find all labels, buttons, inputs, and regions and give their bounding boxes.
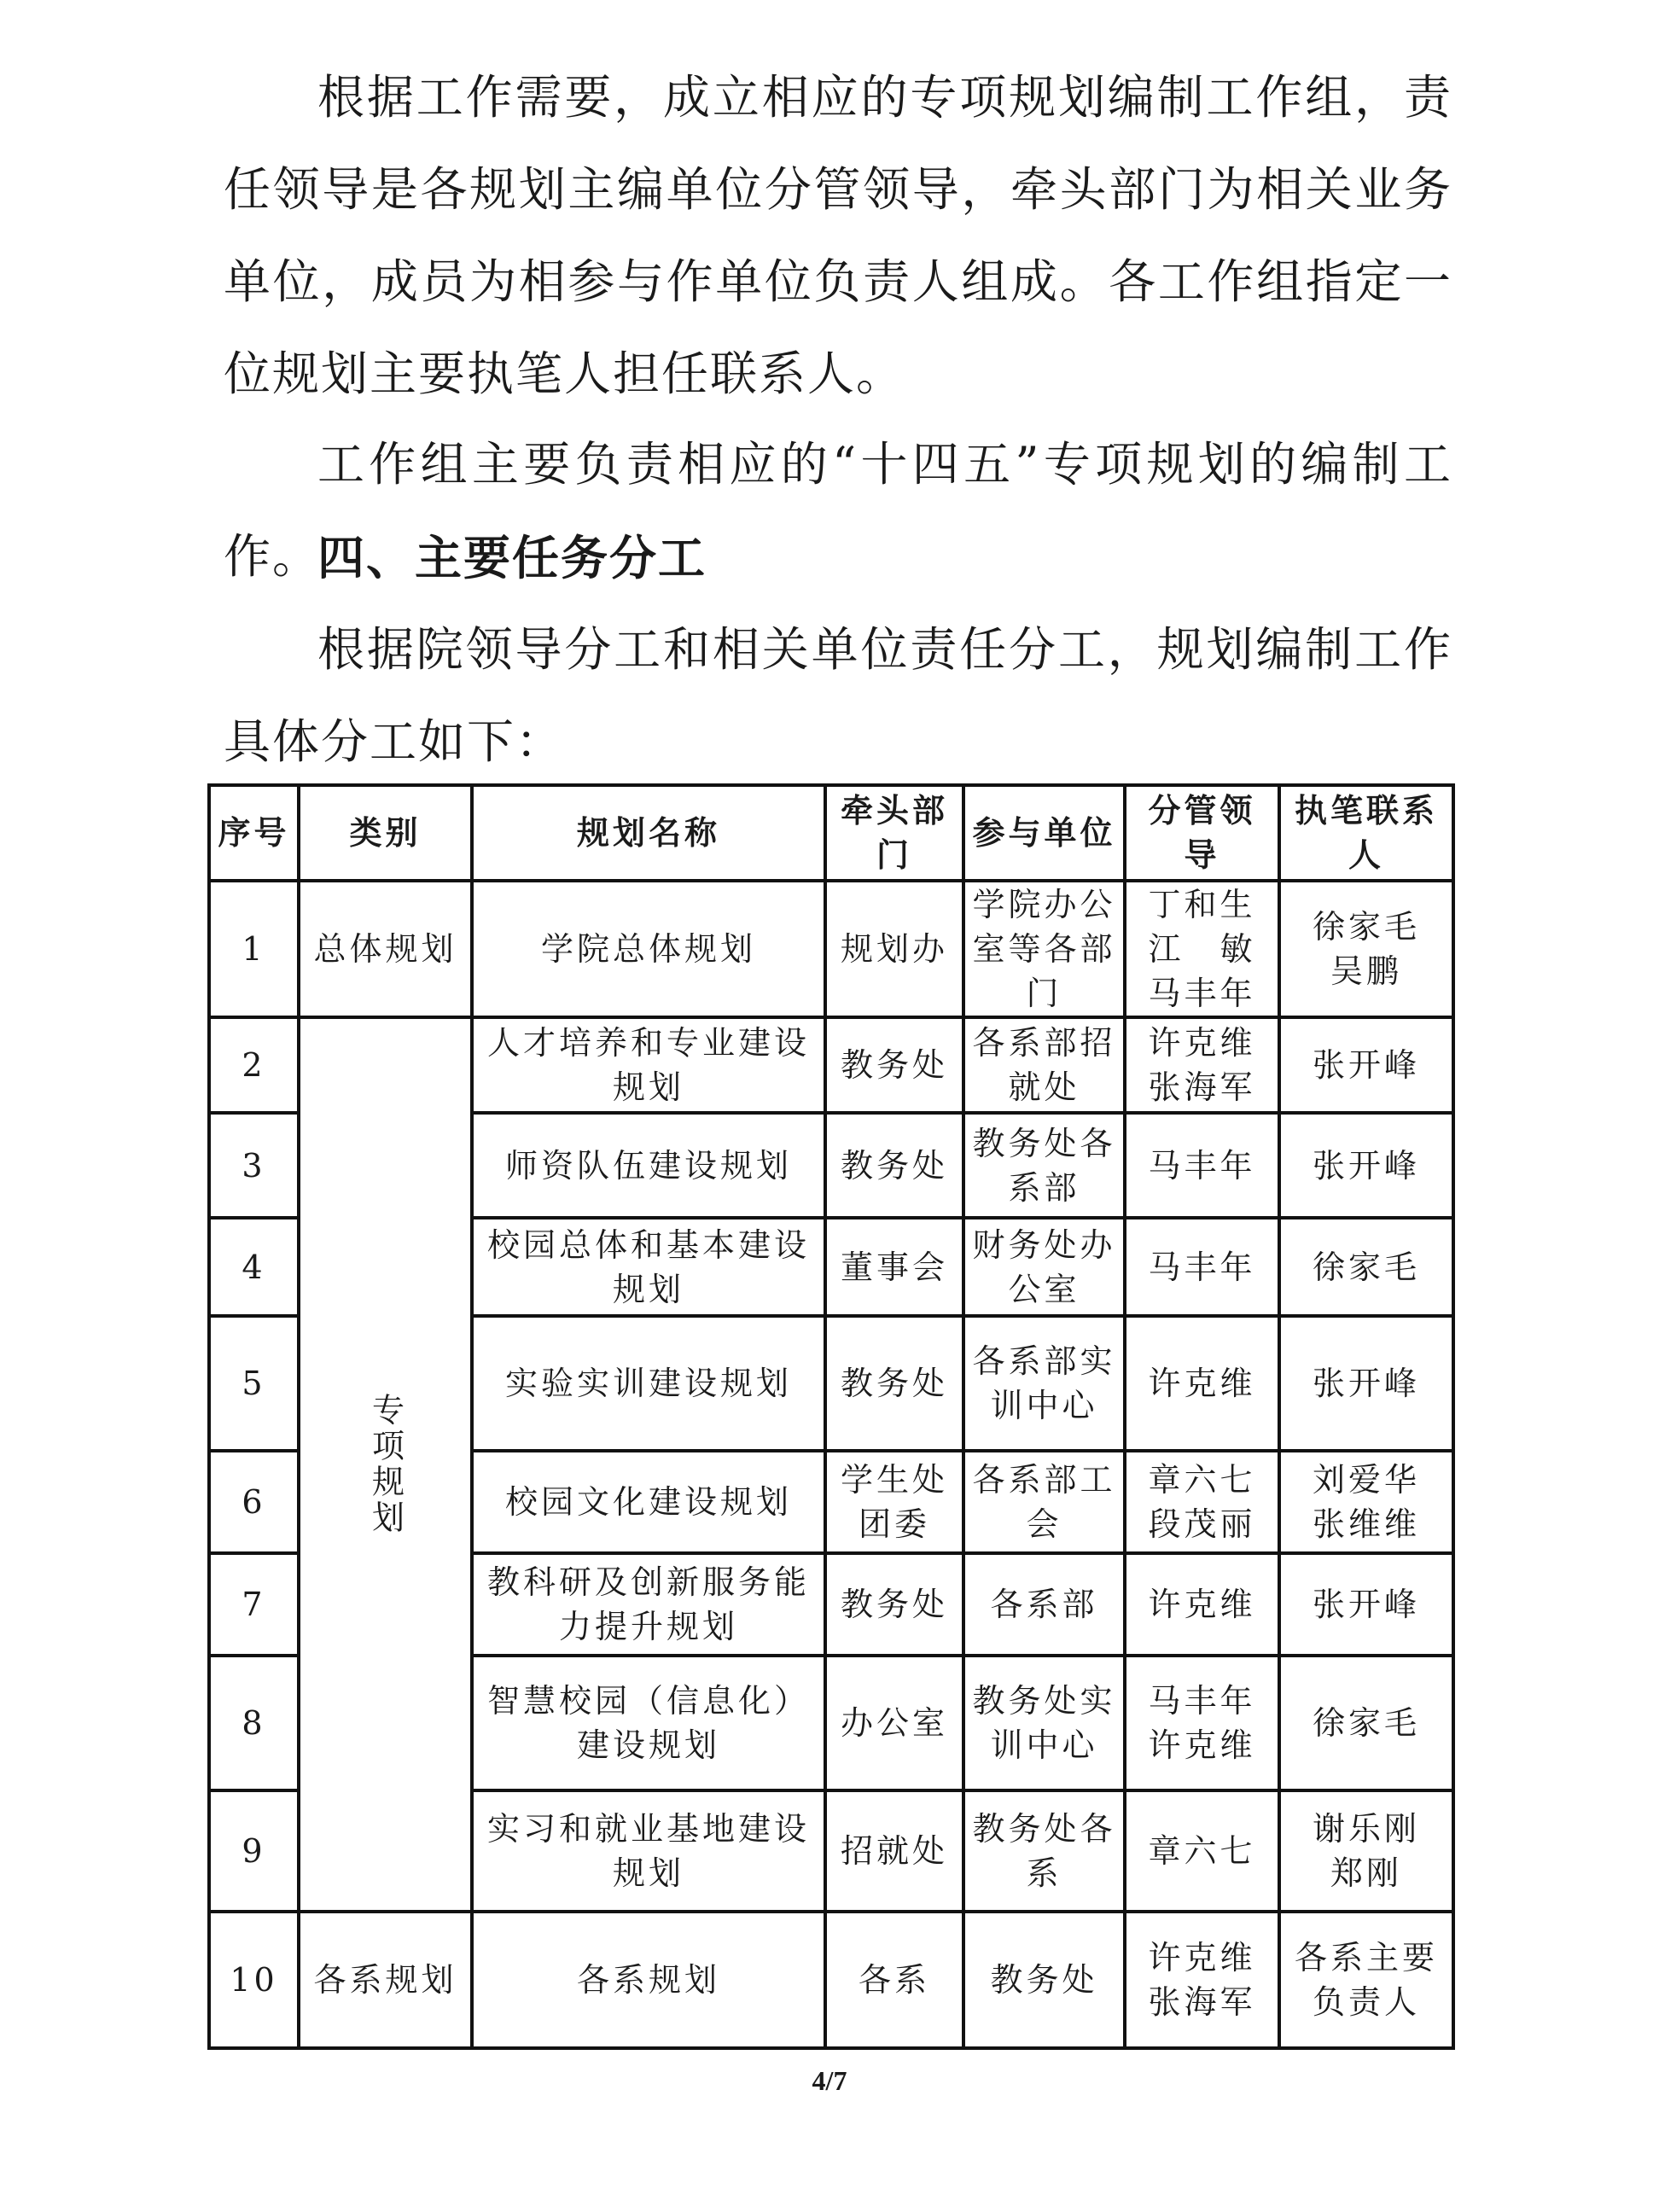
leader-name: 章六七 xyxy=(1148,1832,1256,1870)
header-leader: 分管领导 xyxy=(1125,785,1279,881)
cell-contact xyxy=(1279,1017,1453,1113)
leader-name: 马丰年 xyxy=(1148,1682,1256,1720)
cell-leader xyxy=(1125,1656,1279,1790)
table-header-row xyxy=(209,785,1453,881)
cell-lead-dept: 教务处 xyxy=(825,1113,963,1218)
cell-lead-dept: 规划办 xyxy=(825,881,963,1017)
cell-participants: 学院办公室等各部门 xyxy=(963,881,1125,1017)
leader-name: 江 敏 xyxy=(1148,930,1256,968)
cell-plan-name: 校园总体和基本建设规划 xyxy=(472,1218,825,1316)
cell-contact xyxy=(1279,881,1453,1017)
cell-plan-name: 教科研及创新服务能力提升规划 xyxy=(472,1553,825,1656)
cell-category: 总体规划 xyxy=(299,881,472,1017)
header-participants: 参与单位 xyxy=(963,785,1125,881)
leader-name: 张海军 xyxy=(1148,1068,1256,1106)
cell-no: 5 xyxy=(209,1316,299,1451)
page-number: 4/7 xyxy=(812,2065,847,2096)
contact-name: 徐家毛 xyxy=(1312,908,1420,946)
contact-name: 各系主要负责人 xyxy=(1294,1939,1438,2021)
cell-plan-name: 人才培养和专业建设规划 xyxy=(472,1017,825,1113)
contact-name: 张开峰 xyxy=(1312,1046,1420,1084)
header-contact: 执笔联系人 xyxy=(1279,785,1453,881)
cell-plan-name: 师资队伍建设规划 xyxy=(472,1113,825,1218)
cell-contact xyxy=(1279,1451,1453,1553)
cell-category: 各系规划 xyxy=(299,1912,472,2048)
cell-participants: 各系部工会 xyxy=(963,1451,1125,1553)
section-heading: 四、主要任务分工 xyxy=(317,530,707,585)
table-row xyxy=(209,1912,1453,2048)
leader-name: 许克维 xyxy=(1148,1939,1256,1976)
cell-plan-name: 实习和就业基地建设规划 xyxy=(472,1790,825,1912)
cell-participants: 教务处各系 xyxy=(963,1790,1125,1912)
cell-leader xyxy=(1125,1912,1279,2048)
paragraph-working-group-duty: 工作组主要负责相应的“十四五”专项规划的编制工作。 xyxy=(224,437,1452,584)
leader-name: 马丰年 xyxy=(1148,975,1256,1012)
cell-participants: 各系部招就处 xyxy=(963,1017,1125,1113)
cell-participants: 教务处 xyxy=(963,1912,1125,2048)
cell-no: 8 xyxy=(209,1656,299,1790)
cell-contact xyxy=(1279,1790,1453,1912)
cell-leader xyxy=(1125,881,1279,1017)
header-no: 序号 xyxy=(209,785,299,881)
cell-contact xyxy=(1279,1316,1453,1451)
cell-leader xyxy=(1125,1017,1279,1113)
paragraph-working-group: 根据工作需要，成立相应的专项规划编制工作组，责任领导是各规划主编单位分管领导，牵头部门为相关业务单位，成员为相参与作单位负责人组成。各工作组指定一位规划主要执笔人担任联系人。 xyxy=(224,70,1452,401)
task-division-table xyxy=(207,783,1455,2050)
cell-no: 1 xyxy=(209,881,299,1017)
leader-name: 许克维 xyxy=(1148,1586,1256,1623)
contact-name: 徐家毛 xyxy=(1312,1704,1420,1742)
cell-category-special: 专项规划 xyxy=(299,1017,472,1912)
paragraph-task-intro: 根据院领导分工和相关单位责任分工，规划编制工作具体分工如下： xyxy=(224,622,1452,769)
cell-lead-dept: 各系 xyxy=(825,1912,963,2048)
header-plan-name: 规划名称 xyxy=(472,785,825,881)
cell-participants: 财务处办公室 xyxy=(963,1218,1125,1316)
cell-leader xyxy=(1125,1451,1279,1553)
cell-contact xyxy=(1279,1912,1453,2048)
cell-participants: 各系部 xyxy=(963,1553,1125,1656)
cell-no: 4 xyxy=(209,1218,299,1316)
leader-name: 章六七 xyxy=(1148,1461,1256,1499)
cell-no: 9 xyxy=(209,1790,299,1912)
cell-contact xyxy=(1279,1553,1453,1656)
leader-name: 马丰年 xyxy=(1148,1248,1256,1286)
cell-plan-name: 智慧校园（信息化）建设规划 xyxy=(472,1656,825,1790)
leader-name: 丁和生 xyxy=(1148,886,1256,923)
cell-plan-name: 实验实训建设规划 xyxy=(472,1316,825,1451)
contact-name: 张开峰 xyxy=(1312,1365,1420,1402)
cell-plan-name: 校园文化建设规划 xyxy=(472,1451,825,1553)
cell-leader xyxy=(1125,1316,1279,1451)
cell-plan-name: 各系规划 xyxy=(472,1912,825,2048)
cell-lead-dept: 办公室 xyxy=(825,1656,963,1790)
contact-name: 张开峰 xyxy=(1312,1586,1420,1623)
leader-name: 张海军 xyxy=(1148,1983,1256,2021)
cell-leader xyxy=(1125,1553,1279,1656)
cell-plan-name: 学院总体规划 xyxy=(472,881,825,1017)
cell-lead-dept: 董事会 xyxy=(825,1218,963,1316)
table-row xyxy=(209,1017,1453,1113)
leader-name: 段茂丽 xyxy=(1148,1505,1256,1543)
cell-lead-dept: 教务处 xyxy=(825,1316,963,1451)
cell-no: 6 xyxy=(209,1451,299,1553)
leader-name: 马丰年 xyxy=(1148,1146,1256,1185)
contact-name: 吴鹏 xyxy=(1330,952,1402,990)
cell-leader xyxy=(1125,1218,1279,1316)
cell-no: 10 xyxy=(209,1912,299,2048)
cell-contact xyxy=(1279,1656,1453,1790)
leader-name: 许克维 xyxy=(1148,1726,1256,1764)
leader-name: 许克维 xyxy=(1148,1365,1256,1402)
table-row xyxy=(209,881,1453,1017)
cell-lead-dept: 招就处 xyxy=(825,1790,963,1912)
cell-no: 2 xyxy=(209,1017,299,1113)
contact-name: 刘爱华 xyxy=(1312,1461,1420,1499)
contact-name: 徐家毛 xyxy=(1312,1248,1420,1286)
cell-leader xyxy=(1125,1113,1279,1218)
cell-lead-dept: 教务处 xyxy=(825,1017,963,1113)
cell-contact xyxy=(1279,1113,1453,1218)
cell-no: 3 xyxy=(209,1113,299,1218)
cell-no: 7 xyxy=(209,1553,299,1656)
contact-name: 谢乐刚 xyxy=(1312,1810,1420,1848)
cell-lead-dept: 学生处团委 xyxy=(825,1451,963,1553)
cell-leader xyxy=(1125,1790,1279,1912)
cell-participants: 教务处各系部 xyxy=(963,1113,1125,1218)
contact-name: 张开峰 xyxy=(1312,1146,1420,1185)
header-lead-dept: 牵头部门 xyxy=(825,785,963,881)
cell-participants: 教务处实训中心 xyxy=(963,1656,1125,1790)
leader-name: 许克维 xyxy=(1148,1024,1256,1062)
cell-contact xyxy=(1279,1218,1453,1316)
cell-lead-dept: 教务处 xyxy=(825,1553,963,1656)
contact-name: 郑刚 xyxy=(1330,1854,1402,1892)
header-category: 类别 xyxy=(299,785,472,881)
cell-participants: 各系部实训中心 xyxy=(963,1316,1125,1451)
contact-name: 张维维 xyxy=(1312,1505,1420,1543)
